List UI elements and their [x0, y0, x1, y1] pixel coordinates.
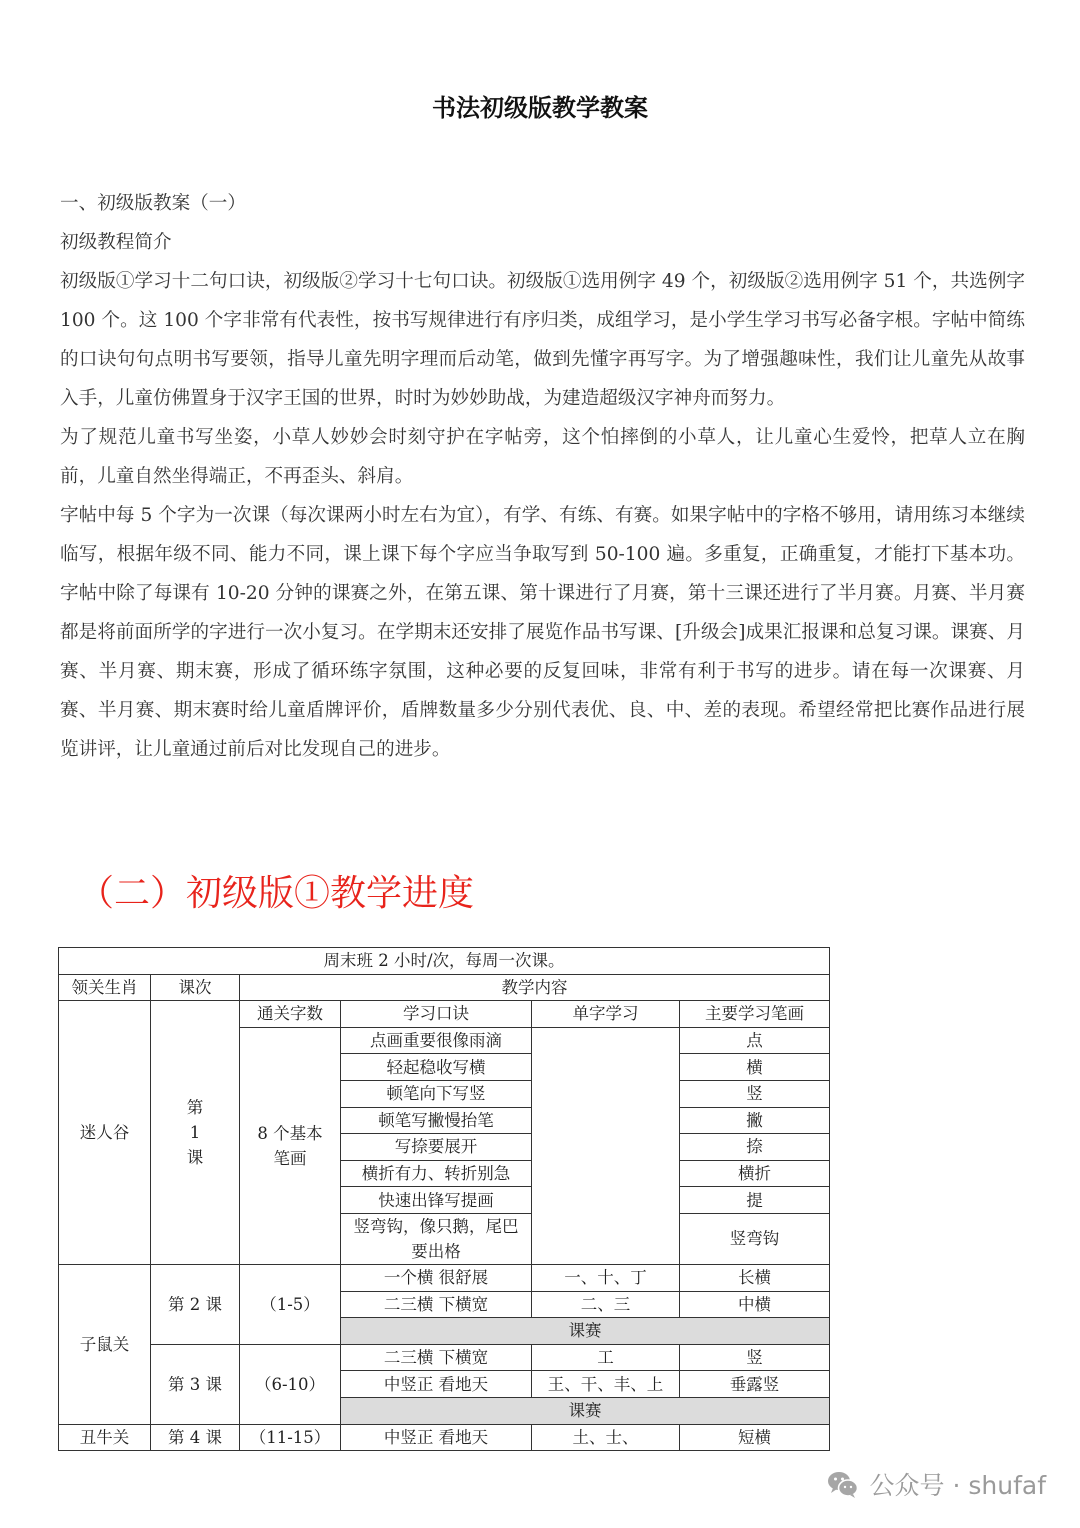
mnemonic-cell: 中竖正 看地天 [341, 1371, 532, 1398]
table-row [59, 974, 830, 1001]
stroke-cell: 长横 [680, 1264, 830, 1291]
contest-cell: 课赛 [341, 1318, 830, 1345]
lesson-plan-paragraph: 字帖中每 5 个字为一次课（每次课两小时左右为宜），有学、有练、有赛。如果字帖中的字格不够用，请用练习本继续临写，根据年级不同、能力不同，课上课下每个字应当争取写到 50-100 遍。多重复，正确重复，才能打下基本功。字帖中除了每课有 10-20 分钟的课赛之外，在第五课、第十课进行了月赛，第十三课还进行了半月赛。月赛、半月赛都是将前面所学的字进行一次小复习。在学期末还安排了展览作品书写课、[升级会]成果汇报课和总复习课。课赛、月赛、半月赛、期末赛，形成了循环练字氛围，这种必要的反复回味，非常有利于书写的进步。请在每一次课赛、月赛、半月赛、期末赛时给儿童盾牌评价，盾牌数量多少分别代表优、良、中、差的表现。希望经常把比赛作品进行展览讲评，让儿童通过前后对比发现自己的进步。 [60, 505, 1025, 760]
stroke-cell: 捺 [680, 1134, 830, 1161]
lesson-line: 1 [189, 1123, 201, 1143]
watermark-text: 公众号 · shufaf [869, 1471, 1046, 1500]
stroke-cell: 短横 [680, 1424, 830, 1451]
stroke-cell: 竖 [680, 1080, 830, 1107]
table-caption: 周末班 2 小时/次，每周一次课。 [59, 948, 830, 975]
chars-line: 8 个基本 [257, 1123, 323, 1143]
intro-section [60, 184, 1025, 769]
table-row [59, 1424, 830, 1451]
single-cell: 工 [532, 1344, 680, 1371]
mnemonic-cell: 二三横 下横宽 [341, 1344, 532, 1371]
watermark [826, 1464, 1046, 1504]
stroke-cell: 提 [680, 1187, 830, 1214]
header-content: 教学内容 [240, 974, 830, 1001]
zodiac-cell: 丑牛关 [59, 1424, 151, 1451]
stroke-cell: 横 [680, 1054, 830, 1081]
mnemonic-line: 要出格 [411, 1241, 461, 1261]
table-row [59, 1344, 830, 1371]
mnemonic-cell: 顿笔向下写竖 [341, 1080, 532, 1107]
table-row [59, 1001, 830, 1028]
lesson-line: 第 [186, 1098, 204, 1118]
stroke-cell: 点 [680, 1027, 830, 1054]
header-stroke: 主要学习笔画 [680, 1001, 830, 1028]
chars-cell [240, 1027, 341, 1264]
stroke-cell: 竖弯钩 [680, 1213, 830, 1264]
schedule-table [58, 947, 830, 1451]
zodiac-cell: 子鼠关 [59, 1264, 151, 1424]
chars-cell: （11-15） [240, 1424, 341, 1451]
single-cell: 一、十、丁 [532, 1264, 680, 1291]
stroke-cell: 竖 [680, 1344, 830, 1371]
mnemonic-line: 竖弯钩，像只鹅，尾巴 [353, 1216, 519, 1236]
chars-line: 笔画 [273, 1148, 307, 1168]
header-single: 单字学习 [532, 1001, 680, 1028]
mnemonic-cell: 写捺要展开 [341, 1134, 532, 1161]
lesson-line: 课 [186, 1148, 204, 1168]
mnemonic-cell: 顿笔写撇慢抬笔 [341, 1107, 532, 1134]
stroke-cell: 横折 [680, 1160, 830, 1187]
section-heading: 一、初级版教案（一） [60, 193, 246, 214]
chars-cell: （6-10） [240, 1344, 341, 1424]
mnemonic-cell: 快速出锋写提画 [341, 1187, 532, 1214]
wechat-icon [826, 1467, 860, 1501]
contest-cell: 课赛 [341, 1397, 830, 1424]
table-row [59, 948, 830, 975]
single-cell: 二、三 [532, 1291, 680, 1318]
mnemonic-cell: 二三横 下横宽 [341, 1291, 532, 1318]
single-cell: 土、士、 [532, 1424, 680, 1451]
table-row [59, 1264, 830, 1291]
lesson-cell [151, 1001, 240, 1265]
intro-paragraph: 初级版①学习十二句口诀，初级版②学习十七句口诀。初级版①选用例字 49 个，初级版②选用例字 51 个，共选例字 100 个。这 100 个字非常有代表性，按书写规律进行有序归类，成组学习，是小学生学习书写必备字根。字帖中简练的口诀句句点明书写要领，指导儿童先明字理而后动笔，做到先懂字再写字。为了增强趣味性，我们让儿童先从故事入手，儿童仿佛置身于汉字王国的世界，时时为妙妙助战，为建造超级汉字神舟而努力。 [60, 271, 1025, 409]
chars-cell: （1-5） [240, 1264, 341, 1344]
mnemonic-cell [341, 1213, 532, 1264]
header-zodiac: 领关生肖 [59, 974, 151, 1001]
single-cell: 王、干、丰、上 [532, 1371, 680, 1398]
zodiac-cell: 迷人谷 [59, 1001, 151, 1265]
header-chars: 通关字数 [240, 1001, 341, 1028]
stroke-cell: 垂露竖 [680, 1371, 830, 1398]
mnemonic-cell: 横折有力、转折别急 [341, 1160, 532, 1187]
header-mnemonic: 学习口诀 [341, 1001, 532, 1028]
single-cell [532, 1027, 680, 1264]
lesson-cell: 第 3 课 [151, 1344, 240, 1424]
schedule-heading: （二）初级版①教学进度 [78, 873, 475, 914]
mnemonic-cell: 点画重要很像雨滴 [341, 1027, 532, 1054]
header-lesson: 课次 [151, 974, 240, 1001]
section-subheading: 初级教程简介 [60, 232, 172, 253]
mnemonic-cell: 中竖正 看地天 [341, 1424, 532, 1451]
document-title: 书法初级版教学教案 [432, 94, 648, 122]
stroke-cell: 中横 [680, 1291, 830, 1318]
mnemonic-cell: 一个横 很舒展 [341, 1264, 532, 1291]
mnemonic-cell: 轻起稳收写横 [341, 1054, 532, 1081]
lesson-cell: 第 4 课 [151, 1424, 240, 1451]
posture-paragraph: 为了规范儿童书写坐姿，小草人妙妙会时刻守护在字帖旁，这个怕摔倒的小草人，让儿童心生爱怜，把草人立在胸前，儿童自然坐得端正，不再歪头、斜肩。 [60, 427, 1025, 487]
stroke-cell: 撇 [680, 1107, 830, 1134]
lesson-cell: 第 2 课 [151, 1264, 240, 1344]
